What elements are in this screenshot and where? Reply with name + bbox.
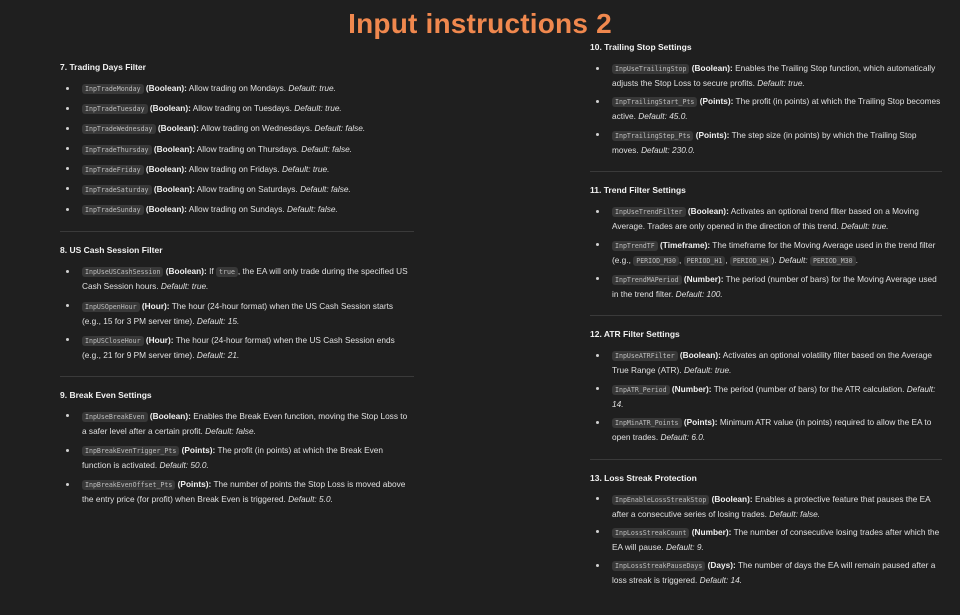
- section-heading: 7. Trading Days Filter: [60, 62, 146, 72]
- param-default: Default: false.: [300, 183, 351, 194]
- param-type: (Number):: [671, 383, 712, 394]
- param-code: InpTrailingStep_Pts: [612, 131, 693, 141]
- list-item: [60, 81, 414, 96]
- param-default: Default: true.: [757, 78, 805, 88]
- list-item: [60, 121, 414, 136]
- list-item: [590, 382, 942, 411]
- param-code: InpLossStreakPauseDays: [612, 561, 705, 571]
- param-desc: The number of points the Stop Loss is moved above the entry price (for profit) when Break Even is triggered.: [82, 479, 406, 505]
- param-default: Default: 5.0.: [288, 494, 333, 505]
- param-desc: The profit (in points) at which the Break Even function is activated.: [82, 445, 383, 471]
- param-code: InpUseTrailingStop: [612, 64, 689, 74]
- section-atr-filter: [590, 329, 942, 459]
- param-default: Default: false.: [205, 425, 256, 436]
- section-loss-streak: [590, 473, 942, 602]
- param-desc: Minimum ATR value (in points) required to allow the EA to open trades.: [612, 417, 932, 443]
- param-default: Default: 50.0.: [159, 460, 209, 471]
- param-desc: The number of days the EA will remain paused after a loss streak is triggered.: [612, 560, 936, 586]
- param-code: InpTradeWednesday: [82, 124, 156, 134]
- param-desc: The profit (in points) at which the Trailing Stop becomes active.: [612, 96, 941, 122]
- param-code: InpUSOpenHour: [82, 302, 140, 312]
- inline-code: true: [216, 267, 238, 277]
- param-type: (Points):: [181, 445, 216, 456]
- param-desc: Allow trading on Saturdays.: [196, 183, 298, 194]
- param-default: Default: 15.: [196, 315, 240, 326]
- param-default: Default: false.: [769, 508, 821, 519]
- param-type: (Boolean):: [165, 266, 207, 277]
- list-item: [60, 443, 414, 472]
- param-code: InpTrailingStart_Pts: [612, 97, 697, 107]
- param-default: Default: 100.: [675, 288, 723, 299]
- param-desc: , the EA will only trade during the specified US Cash Session hours.: [82, 266, 408, 292]
- param-code: InpUseTrendFilter: [612, 207, 686, 217]
- list-item: [590, 492, 942, 521]
- param-type: (Boolean):: [149, 410, 191, 421]
- param-type: (Points):: [699, 96, 734, 107]
- param-desc: Allow trading on Thursdays.: [196, 143, 299, 154]
- param-type: (Boolean):: [153, 143, 195, 154]
- param-desc: Allow trading on Wednesdays.: [200, 123, 313, 134]
- param-default: Default: 9.: [665, 541, 704, 552]
- param-desc: Activates an optional trend filter based on a Moving Average. Trades are only opened in the direction of this trend.: [612, 206, 919, 232]
- param-type: (Hour):: [145, 334, 174, 345]
- param-code: InpTradeSaturday: [82, 185, 152, 195]
- param-code: InpBreakEvenTrigger_Pts: [82, 446, 179, 456]
- param-default: Default: true.: [841, 221, 889, 232]
- param-desc: Allow trading on Tuesdays.: [192, 103, 292, 114]
- param-default: Default: 14.: [699, 575, 743, 586]
- param-desc: Enables the Break Even function, moving the Stop Loss to a safer level after a certain profit.: [82, 410, 408, 436]
- param-code: InpBreakEvenOffset_Pts: [82, 480, 175, 490]
- param-code: InpUseATRFilter: [612, 351, 678, 361]
- section-trend-filter: [590, 185, 942, 316]
- list-item: [590, 94, 942, 123]
- param-type: (Number):: [691, 526, 732, 537]
- list-item: [590, 415, 942, 444]
- param-type: (Boolean):: [679, 350, 721, 361]
- list-item: [60, 182, 414, 197]
- inline-code: PERIOD_H4: [730, 256, 772, 266]
- param-desc: The hour (24-hour format) when the US Cash Session ends (e.g., 21 for 9 PM server time).: [82, 334, 395, 360]
- left-column: [60, 62, 414, 533]
- param-default: Default: 6.0.: [660, 432, 706, 443]
- inline-code: PERIOD_M30: [810, 256, 856, 266]
- list-item: [60, 162, 414, 177]
- param-code: InpLossStreakCount: [612, 528, 689, 538]
- list-item: [60, 299, 414, 328]
- param-default: Default: 45.0.: [638, 111, 688, 122]
- param-type: (Boolean):: [145, 163, 187, 174]
- section-heading: 8. US Cash Session Filter: [60, 245, 163, 256]
- list-item: InpTrendTF (Timeframe): The timeframe for the Moving Average used in the trend filter (e.g., PERIOD_M30 , PERIOD_H1 , PERIOD_H4 ). Default: PERIOD_M30 .: [590, 238, 942, 268]
- param-code: InpUSCloseHour: [82, 336, 144, 346]
- param-code: InpTradeThursday: [82, 145, 152, 155]
- list-item: [590, 272, 942, 301]
- section-heading: 10. Trailing Stop Settings: [590, 42, 692, 52]
- param-type: (Days):: [707, 560, 736, 571]
- param-default: Default: 230.0.: [641, 144, 696, 155]
- param-type: (Boolean):: [145, 204, 187, 215]
- param-desc: Enables the Trailing Stop function, which automatically adjusts the Stop Loss to secure profits.: [612, 63, 936, 88]
- param-default: Default: true.: [281, 163, 330, 174]
- param-default: Default: false.: [287, 204, 338, 215]
- param-default: Default:: [779, 254, 808, 265]
- param-default: Default: true.: [160, 281, 209, 292]
- param-desc-pre: If: [209, 266, 214, 277]
- section-trading-days: [60, 62, 414, 232]
- section-trailing-stop: [590, 42, 942, 172]
- param-default: Default: true.: [288, 83, 336, 93]
- section-heading: 12. ATR Filter Settings: [590, 329, 680, 340]
- param-type: (Boolean):: [145, 83, 187, 93]
- param-type: (Hour):: [141, 300, 170, 311]
- param-code: InpUseBreakEven: [82, 412, 148, 422]
- param-type: (Number):: [683, 273, 724, 284]
- param-type: (Timeframe):: [660, 239, 711, 250]
- section-break-even: [60, 390, 414, 521]
- param-type: (Boolean):: [157, 123, 199, 134]
- param-type: (Points):: [683, 417, 718, 428]
- param-desc: The hour (24-hour format) when the US Cash Session starts (e.g., 15 for 3 PM server time).: [82, 300, 394, 326]
- list-item: [590, 558, 942, 587]
- param-code: InpATR_Period: [612, 385, 670, 395]
- param-code: InpTrendMAPeriod: [612, 275, 682, 285]
- section-heading: 13. Loss Streak Protection: [590, 472, 697, 483]
- param-type: (Boolean):: [149, 103, 191, 114]
- list-item: [60, 142, 414, 157]
- param-type: (Points):: [695, 129, 730, 140]
- param-default: Default: true.: [683, 365, 732, 376]
- param-desc: Activates an optional volatility filter based on the Average True Range (ATR).: [612, 350, 932, 376]
- param-code: InpMinATR_Points: [612, 418, 682, 428]
- param-type: (Points):: [177, 479, 212, 490]
- param-desc: The number of consecutive losing trades after which the EA will pause.: [612, 526, 940, 552]
- list-item: [60, 409, 414, 438]
- right-column: [590, 42, 942, 615]
- list-item: [590, 128, 942, 157]
- list-item: [60, 477, 414, 506]
- param-desc: Allow trading on Mondays.: [188, 83, 287, 93]
- param-code: InpTrendTF: [612, 241, 658, 251]
- list-item: [590, 525, 942, 554]
- param-default: Default: 21.: [196, 349, 240, 360]
- param-desc: The period (number of bars) for the Moving Average used in the trend filter.: [612, 273, 937, 299]
- page-title: Input instructions 2: [348, 8, 612, 39]
- param-type: (Boolean):: [687, 206, 729, 217]
- param-desc: Allow trading on Fridays.: [188, 163, 280, 174]
- param-default: Default: true.: [294, 103, 342, 114]
- param-desc: The period (number of bars) for the ATR calculation.: [713, 383, 905, 394]
- list-item: [590, 61, 942, 90]
- list-item: [590, 348, 942, 377]
- inline-code: PERIOD_H1: [684, 256, 726, 266]
- param-desc: Allow trading on Sundays.: [188, 204, 285, 215]
- param-desc: Enables a protective feature that pauses the EA after a consecutive series of losing trades.: [612, 493, 931, 519]
- param-type: (Boolean):: [691, 63, 733, 73]
- param-code: InpTradeFriday: [82, 165, 144, 175]
- param-code: InpTradeTuesday: [82, 104, 148, 114]
- param-code: InpTradeMonday: [82, 84, 144, 94]
- list-item: [60, 333, 414, 362]
- list-item: [60, 264, 414, 293]
- list-item: [60, 202, 414, 217]
- section-heading: 9. Break Even Settings: [60, 389, 152, 400]
- param-code: InpTradeSunday: [82, 205, 144, 215]
- param-desc: The timeframe for the Moving Average used in the trend filter (e.g.,: [612, 239, 936, 265]
- param-default: Default: false.: [314, 123, 366, 134]
- list-item: [60, 101, 414, 116]
- param-desc: The step size (in points) by which the Trailing Stop moves.: [612, 129, 917, 155]
- param-default: Default: false.: [301, 143, 353, 154]
- inline-code: PERIOD_M30: [633, 256, 679, 266]
- param-code: InpUseUSCashSession: [82, 267, 163, 277]
- section-heading: 11. Trend Filter Settings: [590, 185, 686, 196]
- section-us-cash-session: [60, 245, 414, 377]
- list-item: [590, 204, 942, 233]
- param-code: InpEnableLossStreakStop: [612, 495, 709, 505]
- param-type: (Boolean):: [153, 183, 195, 194]
- param-type: (Boolean):: [711, 493, 753, 504]
- param-default: Default: 14.: [612, 383, 936, 409]
